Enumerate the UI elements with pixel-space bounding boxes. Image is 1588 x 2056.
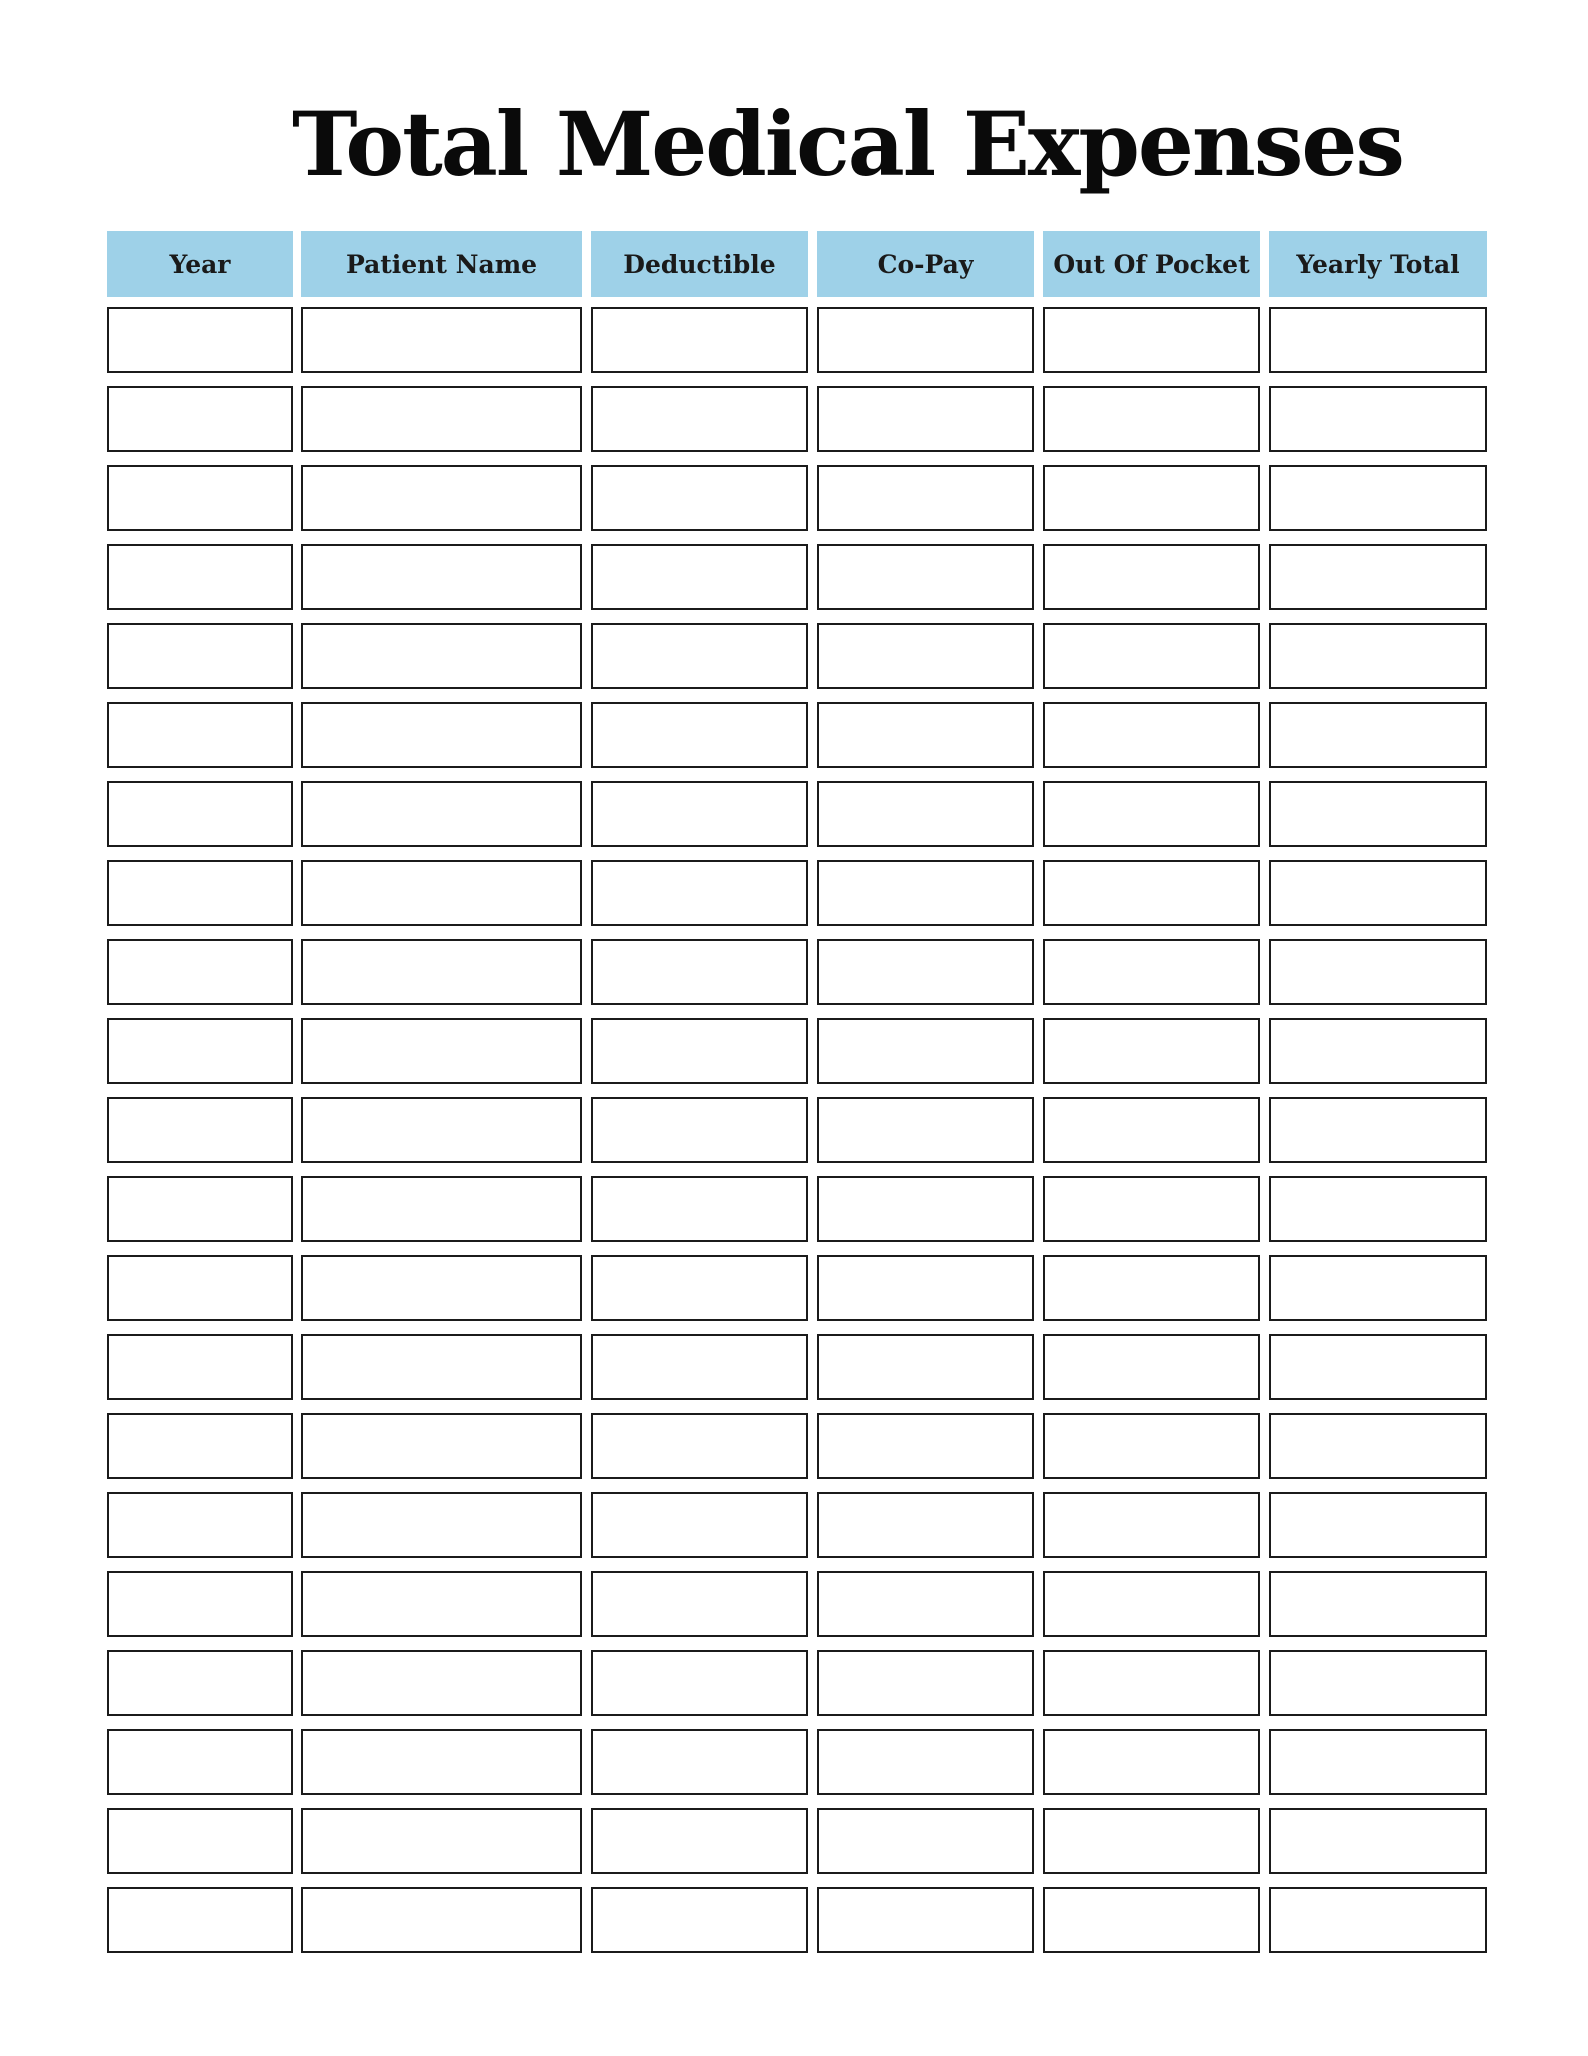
yearly-total-entry-box[interactable]: [1269, 1018, 1487, 1084]
yearly-total-entry-box[interactable]: [1269, 1729, 1487, 1795]
co-pay-entry-box[interactable]: [817, 386, 1034, 452]
patient-name-entry-box[interactable]: [301, 1650, 582, 1716]
deductible-entry-box[interactable]: [591, 1571, 808, 1637]
column-header-out-of-pocket: Out Of Pocket: [1043, 231, 1260, 297]
patient-name-entry-box[interactable]: [301, 1097, 582, 1163]
deductible-entry-box[interactable]: [591, 702, 808, 768]
table-row: [107, 307, 1487, 386]
patient-name-entry-box[interactable]: [301, 781, 582, 847]
patient-name-entry-box[interactable]: [301, 1334, 582, 1400]
year-entry-box[interactable]: [107, 939, 293, 1005]
co-pay-entry-box[interactable]: [817, 1018, 1034, 1084]
table-row: [107, 465, 1487, 544]
column-header-co-pay: Co-Pay: [817, 231, 1034, 297]
deductible-entry-box[interactable]: [591, 1255, 808, 1321]
table-header-row: [107, 231, 1487, 297]
deductible-entry-box[interactable]: [591, 1887, 808, 1953]
co-pay-entry-box[interactable]: [817, 1571, 1034, 1637]
patient-name-entry-box[interactable]: [301, 1413, 582, 1479]
table-row: [107, 1808, 1487, 1887]
year-entry-box[interactable]: [107, 1176, 293, 1242]
deductible-entry-box[interactable]: [591, 1650, 808, 1716]
yearly-total-entry-box[interactable]: [1269, 781, 1487, 847]
patient-name-entry-box[interactable]: [301, 1255, 582, 1321]
deductible-entry-box[interactable]: [591, 1176, 808, 1242]
deductible-entry-box[interactable]: [591, 781, 808, 847]
co-pay-entry-box[interactable]: [817, 1413, 1034, 1479]
out-of-pocket-entry-box[interactable]: [1043, 1176, 1260, 1242]
table-row: [107, 1887, 1487, 1966]
deductible-entry-box[interactable]: [591, 544, 808, 610]
yearly-total-entry-box[interactable]: [1269, 1176, 1487, 1242]
table-row: [107, 386, 1487, 465]
yearly-total-entry-box[interactable]: [1269, 1255, 1487, 1321]
co-pay-entry-box[interactable]: [817, 702, 1034, 768]
yearly-total-entry-box[interactable]: [1269, 1887, 1487, 1953]
deductible-entry-box[interactable]: [591, 1018, 808, 1084]
table-row: [107, 1650, 1487, 1729]
deductible-entry-box[interactable]: [591, 939, 808, 1005]
out-of-pocket-entry-box[interactable]: [1043, 1729, 1260, 1795]
co-pay-entry-box[interactable]: [817, 544, 1034, 610]
column-header-patient-name: Patient Name: [301, 231, 582, 297]
year-entry-box[interactable]: [107, 307, 293, 373]
co-pay-entry-box[interactable]: [817, 939, 1034, 1005]
co-pay-entry-box[interactable]: [817, 1176, 1034, 1242]
yearly-total-entry-box[interactable]: [1269, 1571, 1487, 1637]
year-entry-box[interactable]: [107, 1018, 293, 1084]
year-entry-box[interactable]: [107, 623, 293, 689]
yearly-total-entry-box[interactable]: [1269, 702, 1487, 768]
yearly-total-entry-box[interactable]: [1269, 860, 1487, 926]
out-of-pocket-entry-box[interactable]: [1043, 781, 1260, 847]
year-entry-box[interactable]: [107, 386, 293, 452]
out-of-pocket-entry-box[interactable]: [1043, 1018, 1260, 1084]
table-row: [107, 1018, 1487, 1097]
patient-name-entry-box[interactable]: [301, 702, 582, 768]
table-body: [107, 307, 1487, 1966]
table-row: [107, 1413, 1487, 1492]
out-of-pocket-entry-box[interactable]: [1043, 939, 1260, 1005]
deductible-entry-box[interactable]: [591, 860, 808, 926]
patient-name-entry-box[interactable]: [301, 1729, 582, 1795]
co-pay-entry-box[interactable]: [817, 1255, 1034, 1321]
co-pay-entry-box[interactable]: [817, 1334, 1034, 1400]
patient-name-entry-box[interactable]: [301, 1571, 582, 1637]
co-pay-entry-box[interactable]: [817, 1808, 1034, 1874]
yearly-total-entry-box[interactable]: [1269, 623, 1487, 689]
deductible-entry-box[interactable]: [591, 1334, 808, 1400]
year-entry-box[interactable]: [107, 1413, 293, 1479]
yearly-total-entry-box[interactable]: [1269, 307, 1487, 373]
out-of-pocket-entry-box[interactable]: [1043, 465, 1260, 531]
table-row: [107, 1571, 1487, 1650]
deductible-entry-box[interactable]: [591, 623, 808, 689]
patient-name-entry-box[interactable]: [301, 1018, 582, 1084]
table-row: [107, 781, 1487, 860]
patient-name-entry-box[interactable]: [301, 386, 582, 452]
patient-name-entry-box[interactable]: [301, 307, 582, 373]
patient-name-entry-box[interactable]: [301, 544, 582, 610]
deductible-entry-box[interactable]: [591, 1492, 808, 1558]
year-entry-box[interactable]: [107, 1334, 293, 1400]
out-of-pocket-entry-box[interactable]: [1043, 1334, 1260, 1400]
table-row: [107, 939, 1487, 1018]
patient-name-entry-box[interactable]: [301, 1887, 582, 1953]
table-row: [107, 1097, 1487, 1176]
table-row: [107, 544, 1487, 623]
page-title: Total Medical Expenses: [292, 92, 1403, 196]
co-pay-entry-box[interactable]: [817, 1887, 1034, 1953]
table-row: [107, 1255, 1487, 1334]
co-pay-entry-box[interactable]: [817, 1097, 1034, 1163]
co-pay-entry-box[interactable]: [817, 1650, 1034, 1716]
out-of-pocket-entry-box[interactable]: [1043, 860, 1260, 926]
year-entry-box[interactable]: [107, 1729, 293, 1795]
deductible-entry-box[interactable]: [591, 1729, 808, 1795]
out-of-pocket-entry-box[interactable]: [1043, 1650, 1260, 1716]
deductible-entry-box[interactable]: [591, 1097, 808, 1163]
yearly-total-entry-box[interactable]: [1269, 1808, 1487, 1874]
table-row: [107, 1334, 1487, 1413]
yearly-total-entry-box[interactable]: [1269, 1413, 1487, 1479]
yearly-total-entry-box[interactable]: [1269, 939, 1487, 1005]
deductible-entry-box[interactable]: [591, 1808, 808, 1874]
out-of-pocket-entry-box[interactable]: [1043, 544, 1260, 610]
year-entry-box[interactable]: [107, 702, 293, 768]
deductible-entry-box[interactable]: [591, 386, 808, 452]
year-entry-box[interactable]: [107, 544, 293, 610]
table-row: [107, 860, 1487, 939]
co-pay-entry-box[interactable]: [817, 1492, 1034, 1558]
yearly-total-entry-box[interactable]: [1269, 1097, 1487, 1163]
yearly-total-entry-box[interactable]: [1269, 1650, 1487, 1716]
year-entry-box[interactable]: [107, 1097, 293, 1163]
out-of-pocket-entry-box[interactable]: [1043, 623, 1260, 689]
deductible-entry-box[interactable]: [591, 307, 808, 373]
year-entry-box[interactable]: [107, 781, 293, 847]
table-row: [107, 1492, 1487, 1571]
column-header-deductible: Deductible: [591, 231, 808, 297]
out-of-pocket-entry-box[interactable]: [1043, 702, 1260, 768]
out-of-pocket-entry-box[interactable]: [1043, 386, 1260, 452]
out-of-pocket-entry-box[interactable]: [1043, 1097, 1260, 1163]
year-entry-box[interactable]: [107, 1650, 293, 1716]
patient-name-entry-box[interactable]: [301, 939, 582, 1005]
table-row: [107, 1729, 1487, 1808]
co-pay-entry-box[interactable]: [817, 781, 1034, 847]
yearly-total-entry-box[interactable]: [1269, 1492, 1487, 1558]
patient-name-entry-box[interactable]: [301, 1176, 582, 1242]
patient-name-entry-box[interactable]: [301, 1808, 582, 1874]
year-entry-box[interactable]: [107, 860, 293, 926]
out-of-pocket-entry-box[interactable]: [1043, 1571, 1260, 1637]
yearly-total-entry-box[interactable]: [1269, 1334, 1487, 1400]
deductible-entry-box[interactable]: [591, 465, 808, 531]
table-row: [107, 702, 1487, 781]
out-of-pocket-entry-box[interactable]: [1043, 1492, 1260, 1558]
yearly-total-entry-box[interactable]: [1269, 386, 1487, 452]
yearly-total-entry-box[interactable]: [1269, 544, 1487, 610]
year-entry-box[interactable]: [107, 465, 293, 531]
co-pay-entry-box[interactable]: [817, 465, 1034, 531]
co-pay-entry-box[interactable]: [817, 623, 1034, 689]
co-pay-entry-box[interactable]: [817, 1729, 1034, 1795]
out-of-pocket-entry-box[interactable]: [1043, 1413, 1260, 1479]
expense-table: [107, 231, 1487, 297]
co-pay-entry-box[interactable]: [817, 307, 1034, 373]
table-row: [107, 1176, 1487, 1255]
deductible-entry-box[interactable]: [591, 1413, 808, 1479]
out-of-pocket-entry-box[interactable]: [1043, 307, 1260, 373]
column-header-yearly-total: Yearly Total: [1269, 231, 1487, 297]
patient-name-entry-box[interactable]: [301, 1492, 582, 1558]
patient-name-entry-box[interactable]: [301, 860, 582, 926]
year-entry-box[interactable]: [107, 1492, 293, 1558]
year-entry-box[interactable]: [107, 1808, 293, 1874]
out-of-pocket-entry-box[interactable]: [1043, 1887, 1260, 1953]
year-entry-box[interactable]: [107, 1571, 293, 1637]
out-of-pocket-entry-box[interactable]: [1043, 1255, 1260, 1321]
yearly-total-entry-box[interactable]: [1269, 465, 1487, 531]
year-entry-box[interactable]: [107, 1887, 293, 1953]
patient-name-entry-box[interactable]: [301, 465, 582, 531]
patient-name-entry-box[interactable]: [301, 623, 582, 689]
column-header-year: Year: [107, 231, 293, 297]
co-pay-entry-box[interactable]: [817, 860, 1034, 926]
out-of-pocket-entry-box[interactable]: [1043, 1808, 1260, 1874]
year-entry-box[interactable]: [107, 1255, 293, 1321]
table-row: [107, 623, 1487, 702]
